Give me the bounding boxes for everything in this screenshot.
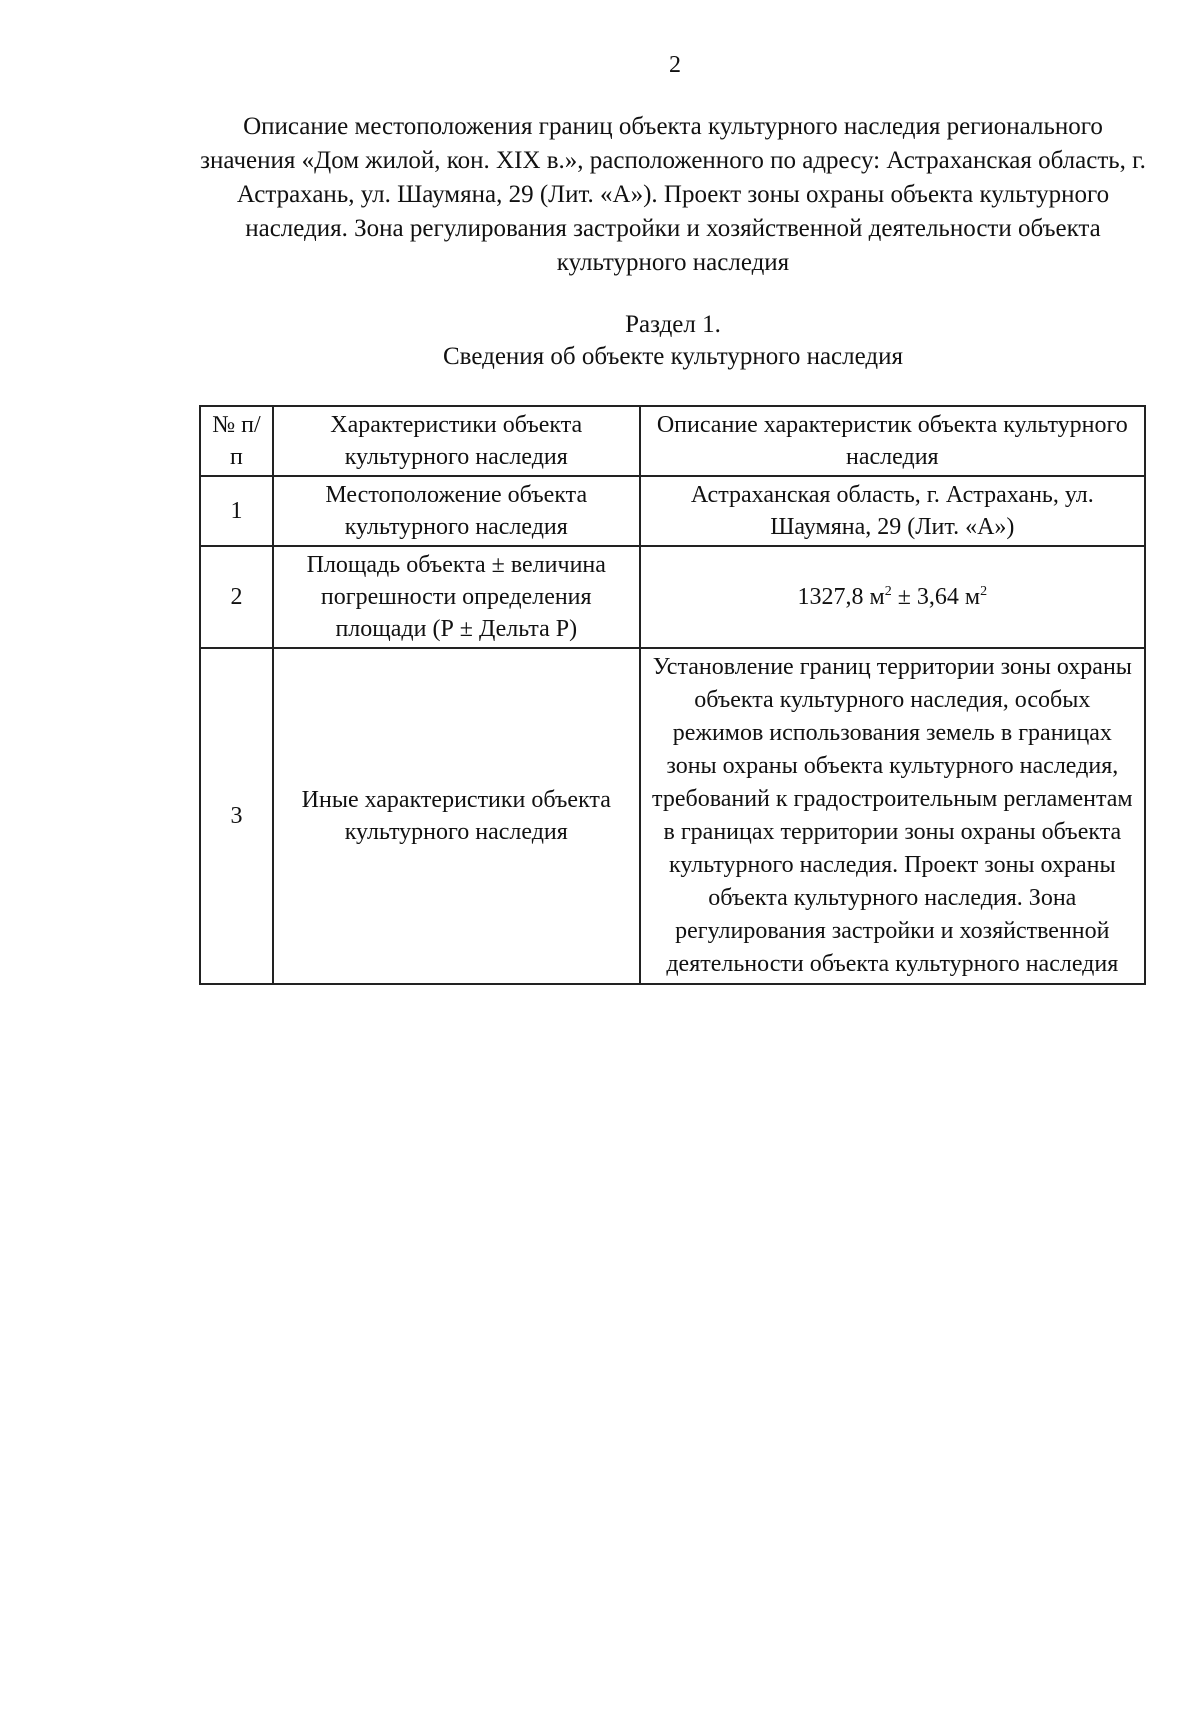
area-error: ± 3,64 м [891,584,981,610]
row-description [640,546,1145,648]
table-row [200,476,1145,546]
row-description: Установление границ территории зоны охраны объекта культурного наследия, особых режимов использования земель в границах зоны охраны объекта культурного наследия, требований к градостроительным регламентам в границах территории зоны охраны объекта культурного наследия. Проект зоны охраны объекта культурного наследия. Зона регулирования застройки и хозяйственной деятельности объекта культурного наследия [640,648,1145,984]
table-row [200,648,1145,984]
row-characteristic: Местоположение объекта культурного наследия [273,476,640,546]
row-description: Астраханская область, г. Астрахань, ул. Шаумяна, 29 (Лит. «А») [640,476,1145,546]
error-unit-exponent: 2 [980,584,988,599]
table-row [200,546,1145,648]
row-num: 3 [200,648,273,984]
area-value: 1327,8 м [797,584,885,610]
row-num: 2 [200,546,273,648]
row-characteristic: Площадь объекта ± величина погрешности определения площади (Р ± Дельта Р) [273,546,640,648]
header-characteristics: Характеристики объекта культурного наследия [273,406,640,476]
table-header-row [200,406,1145,476]
heritage-info-table [199,405,1146,985]
row-characteristic: Иные характеристики объекта культурного наследия [273,648,640,984]
document-title: Описание местоположения границ объекта культурного наследия регионального значения «Дом жилой, кон. XIX в.», расположенного по адресу: Астраханская область, г. Астрахань, ул. Шаумяна, 29 (Лит. «А»). Проект зоны охраны объекта культурного наследия. Зона регулирования застройки и хозяйственной деятельности объекта культурного наследия [200,113,1146,276]
section-label: Раздел 1. [625,311,721,338]
section-heading [200,309,1146,373]
area-unit-exponent: 2 [884,584,892,599]
section-subtitle: Сведения об объекте культурного наследия [443,343,903,370]
header-num: № п/п [200,406,273,476]
header-description: Описание характеристик объекта культурного наследия [640,406,1145,476]
row-num: 1 [200,476,273,546]
page-number: 2 [669,52,681,78]
